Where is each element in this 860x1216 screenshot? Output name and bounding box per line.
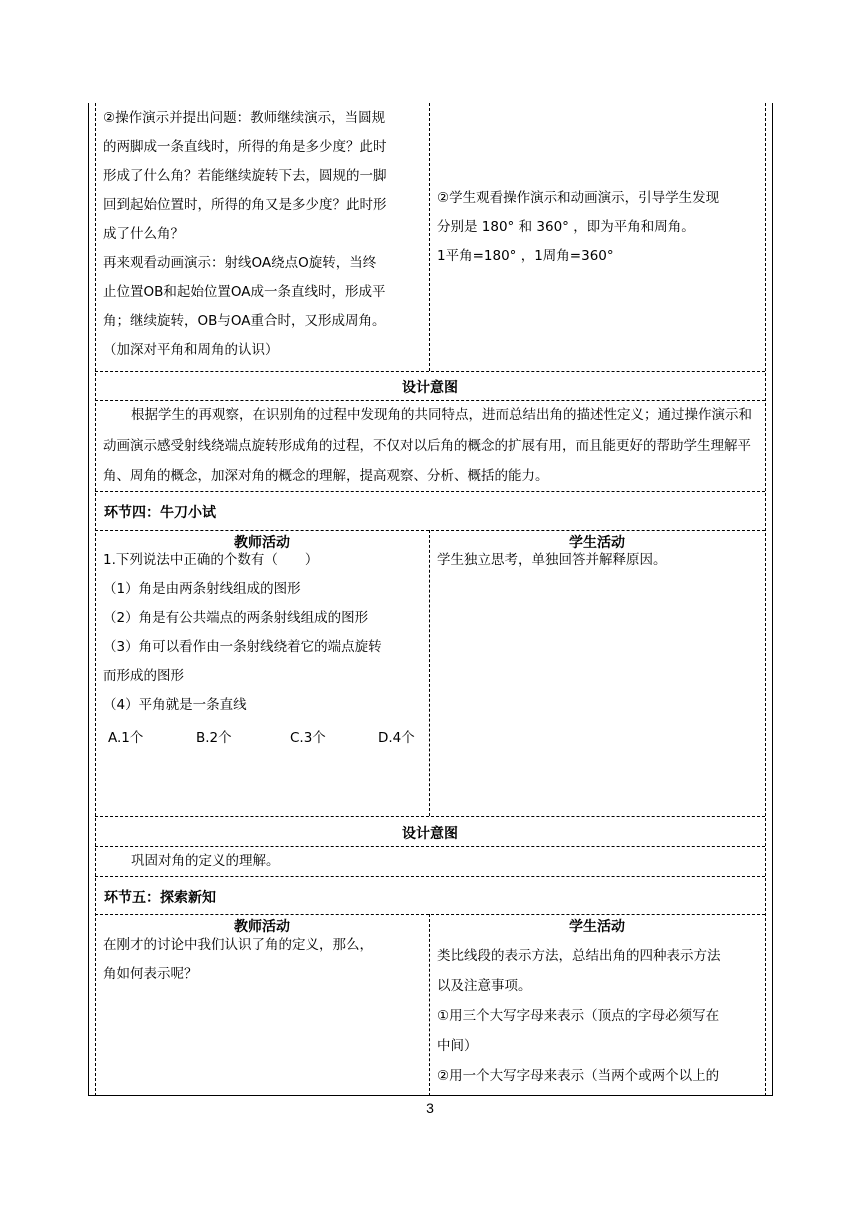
row-line-8: [95, 914, 765, 915]
teacher-demo-cell: [103, 104, 425, 365]
row-line-1: [95, 371, 765, 372]
design-intent-paragraph-2: 巩固对角的定义的理解。: [131, 853, 280, 869]
text-line: 类比线段的表示方法，总结出角的四种表示方法: [437, 948, 721, 964]
design-intent-paragraph: 根据学生的再观察，在识别角的过程中发现角的共同特点，进而总结出角的描述性定义；通过操作演示和动画演示感受射线绕端点旋转形成角的过程，不仅对以后角的概念的扩展有用，而且能更好的帮助学生理解平角、周角的概念，加深对角的概念的理解，提高观察、分析、概括的能力。: [103, 407, 752, 484]
text-line: 中间）: [437, 1038, 478, 1054]
teacher-question-cell: [103, 931, 425, 989]
text-line: 角；继续旋转，OB与OA重合时，又形成周角。: [103, 313, 386, 329]
section-title-5: 环节五：探索新知: [104, 890, 216, 906]
student-summary-cell: [437, 941, 762, 1091]
row-line-4: [95, 530, 765, 531]
quiz-option-d: D.4个: [378, 730, 415, 746]
quiz-option-c: C.3个: [290, 730, 326, 746]
inner-right-border: [765, 103, 766, 1096]
student-answer-text: 学生独立思考，单独回答并解释原因。: [437, 552, 667, 568]
column-divider-2: [429, 530, 430, 816]
text-line: 形成了什么角？若能继续旋转下去，圆规的一脚: [103, 168, 387, 184]
section-title: 环节四：牛刀小试: [104, 505, 216, 521]
outer-left-border: [88, 103, 89, 1096]
outer-bottom-border: [88, 1095, 773, 1096]
quiz-item: （4）平角就是一条直线: [103, 697, 247, 713]
inner-left-border: [95, 103, 96, 1096]
text-line: ②用一个大写字母来表示（当两个或两个以上的: [437, 1068, 720, 1084]
text-line: ②操作演示并提出问题：教师继续演示，当圆规: [103, 110, 386, 126]
quiz-question: 1.下列说法中正确的个数有（ ）: [103, 552, 319, 568]
text-line: 的两脚成一条直线时，所得的角是多少度？此时: [103, 139, 387, 155]
quiz-item: （2）角是有公共端点的两条射线组成的图形: [103, 610, 369, 626]
text-line: 在刚才的讨论中我们认识了角的定义，那么，: [103, 937, 373, 953]
text-line: 再来观看动画演示：射线OA绕点O旋转，当终: [103, 255, 377, 271]
design-intent-heading: 设计意图: [402, 380, 458, 396]
row-line-5: [95, 816, 765, 817]
quiz-item: （1）角是由两条射线组成的图形: [103, 581, 301, 597]
text-line: 成了什么角？: [103, 226, 184, 242]
text-line: 止位置OB和起始位置OA成一条直线时，形成平: [103, 284, 386, 300]
teacher-activity-heading: 教师活动: [234, 535, 290, 551]
text-line: ②学生观看操作演示和动画演示，引导学生发现: [437, 190, 720, 206]
quiz-item: （3）角可以看作由一条射线绕着它的端点旋转: [103, 639, 382, 655]
text-line: 角如何表示呢？: [103, 966, 198, 982]
text-line: 分别是 180° 和 360° ，即为平角和周角。: [437, 219, 695, 235]
quiz-item: 而形成的图形: [103, 668, 184, 684]
outer-right-border: [772, 103, 773, 1096]
page-number: 3: [426, 1100, 434, 1116]
text-line: 以及注意事项。: [437, 978, 532, 994]
design-intent-heading-2: 设计意图: [402, 826, 458, 842]
student-observation-cell: [437, 184, 762, 271]
quiz-cell: [103, 546, 425, 720]
student-activity-heading: 学生活动: [569, 535, 625, 551]
text-line: （加深对平角和周角的认识）: [103, 342, 279, 358]
text-line: 1平角=180° ，1周角=360°: [437, 248, 614, 264]
quiz-option-a: A.1个: [108, 730, 144, 746]
student-activity-heading-5: 学生活动: [569, 919, 625, 935]
column-divider-1: [429, 103, 430, 371]
column-divider-3: [429, 914, 430, 1096]
quiz-option-b: B.2个: [196, 730, 232, 746]
text-line: ①用三个大写字母来表示（顶点的字母必须写在: [437, 1008, 720, 1024]
teacher-activity-heading-5: 教师活动: [234, 919, 290, 935]
text-line: 回到起始位置时，所得的角又是多少度？此时形: [103, 197, 387, 213]
